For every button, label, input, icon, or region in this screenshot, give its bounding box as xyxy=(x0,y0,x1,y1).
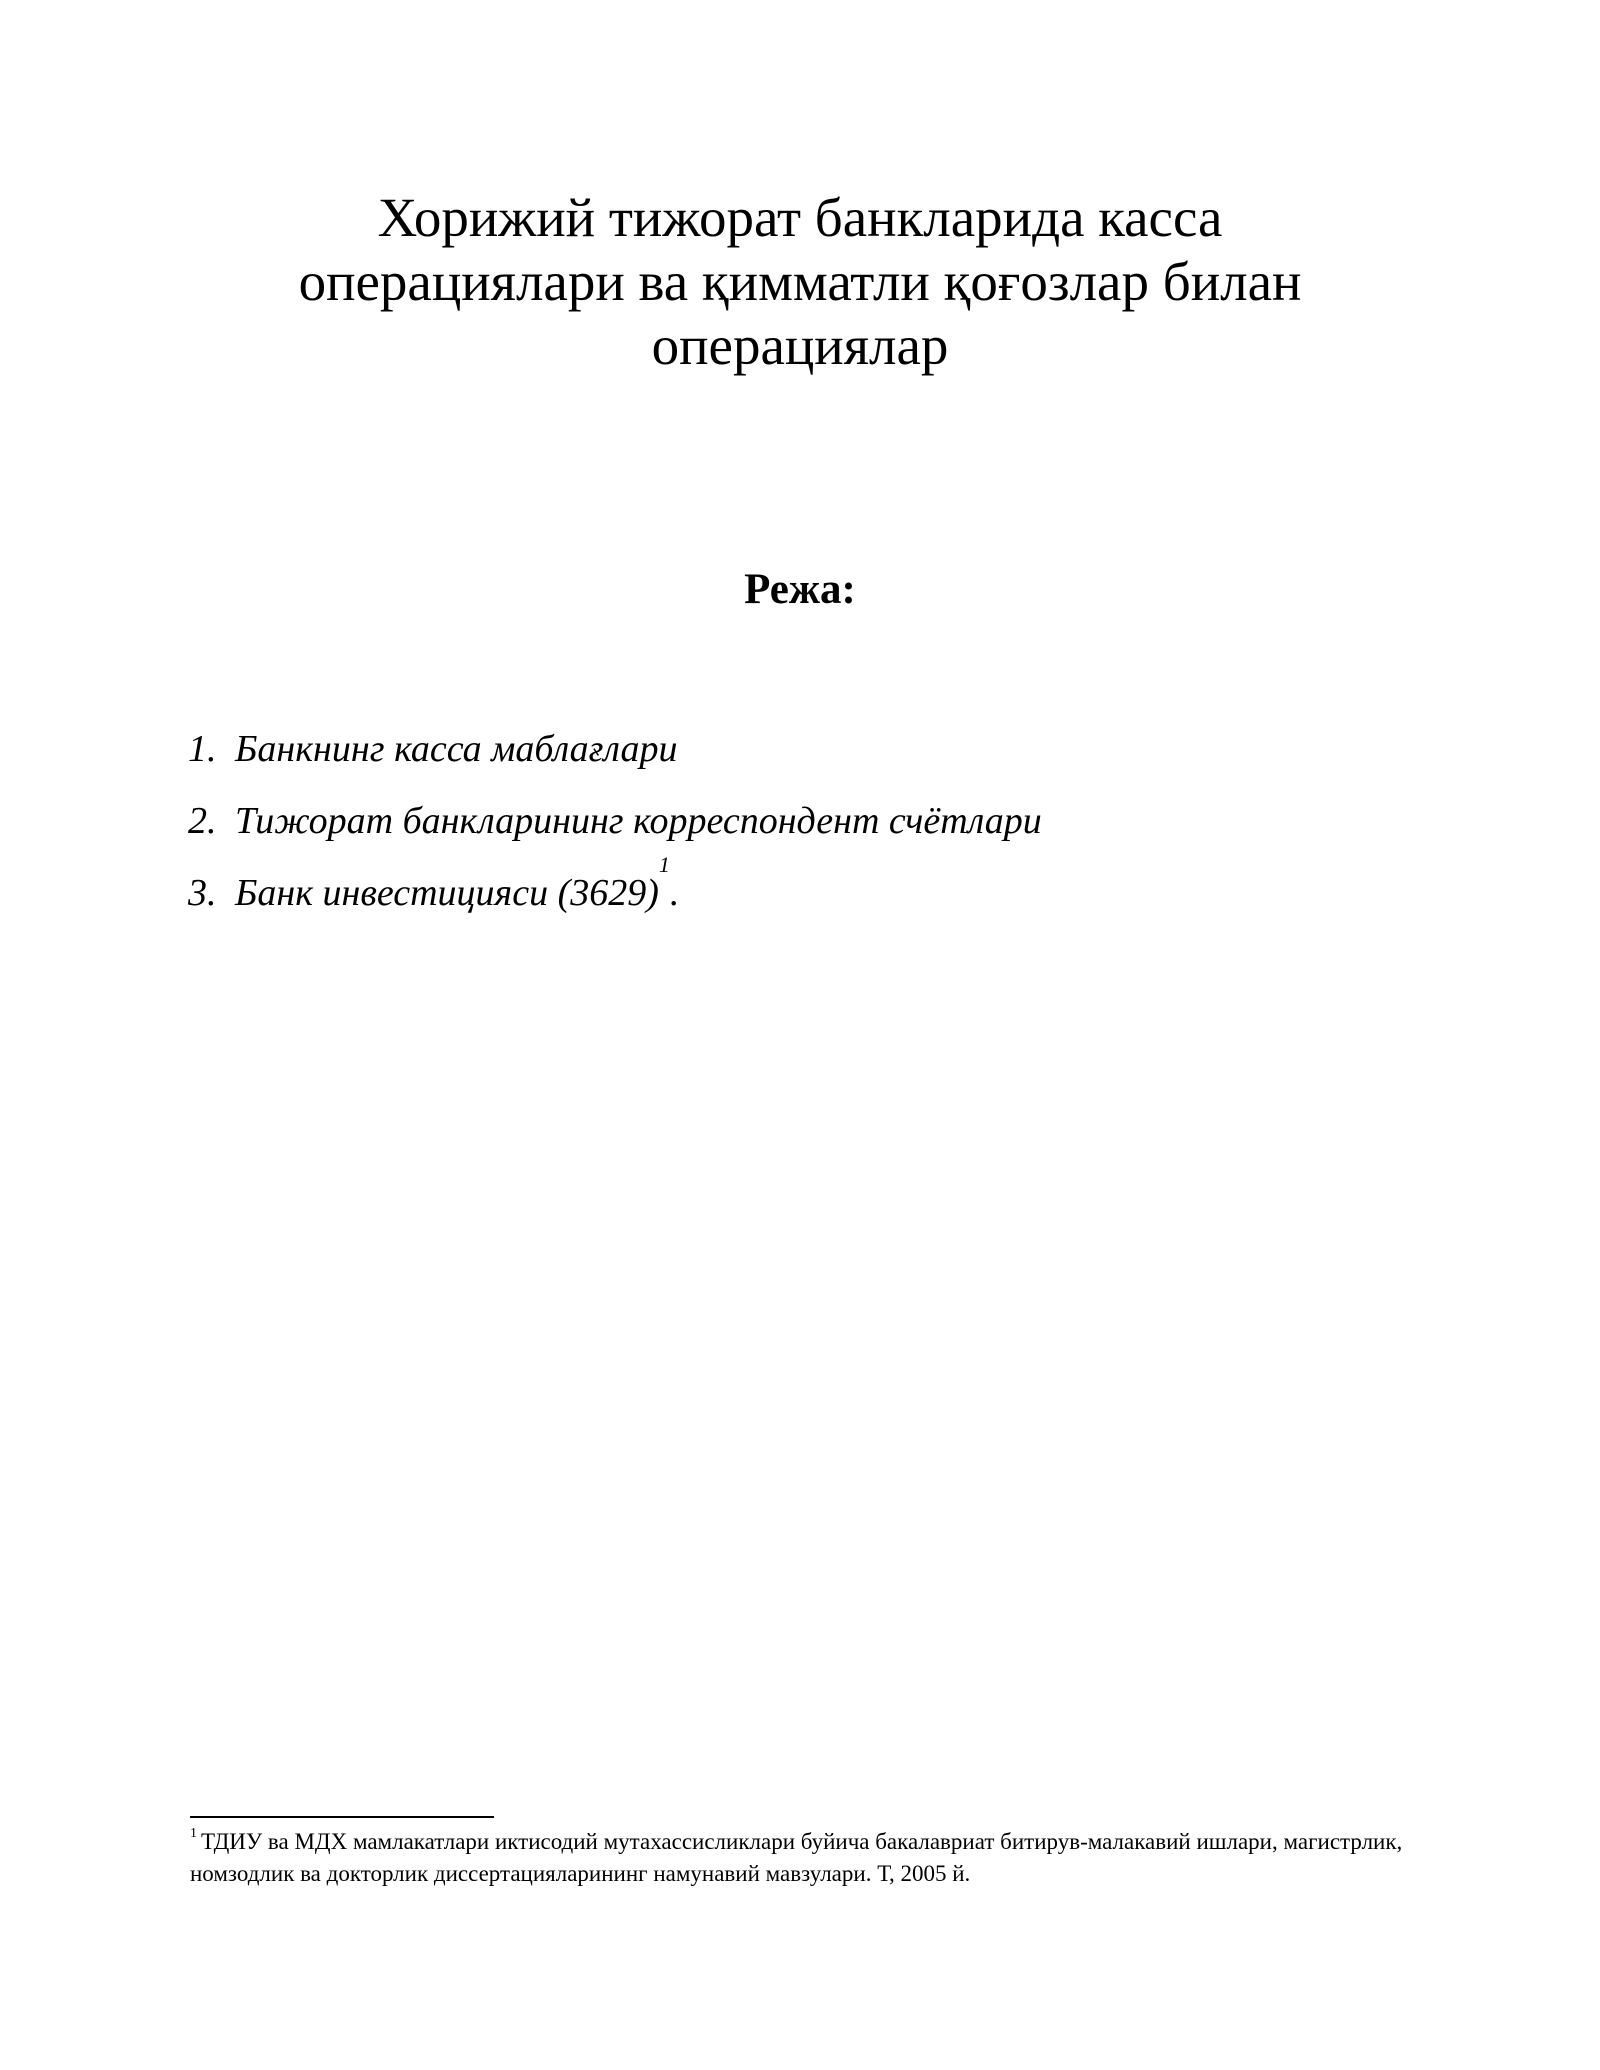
plan-item xyxy=(188,797,1042,845)
plan-item-number: 1. xyxy=(188,728,217,770)
plan-heading: Режа: xyxy=(744,566,856,613)
plan-item-number: 3. xyxy=(188,872,217,914)
title-line-3: операциялар xyxy=(651,315,949,376)
plan-item-number: 2. xyxy=(188,800,217,842)
footnote-reference[interactable]: 1 xyxy=(658,852,670,877)
plan-item-text: Банк инвестицияси (3629) xyxy=(235,872,659,914)
plan-item xyxy=(188,852,1042,917)
footnote xyxy=(190,1826,1410,1890)
footnote-text: ТДИУ ва МДХ мамлакатлари иктисодий мутахассисликлари буйича бакалавриат битирув-малакавий ишлари, магистрлик, номзодлик ва докторлик диссертацияларининг намунавий мавзулари. Т, 2005 й. xyxy=(190,1829,1403,1886)
plan-item xyxy=(188,725,1042,773)
plan-item-suffix: . xyxy=(669,872,680,914)
plan-list xyxy=(188,725,1042,941)
plan-item-text: Банкнинг касса маблағлари xyxy=(235,728,678,770)
title-line-2: операциялари ва қимматли қоғозлар билан xyxy=(298,251,1302,312)
plan-item-text: Тижорат банкларининг корреспондент счётлари xyxy=(235,800,1042,842)
footnote-separator xyxy=(190,1816,494,1818)
title-line-1: Хорижий тижорат банкларида касса xyxy=(377,187,1223,248)
footnote-marker: 1 xyxy=(190,1826,197,1842)
document-title xyxy=(190,186,1410,378)
